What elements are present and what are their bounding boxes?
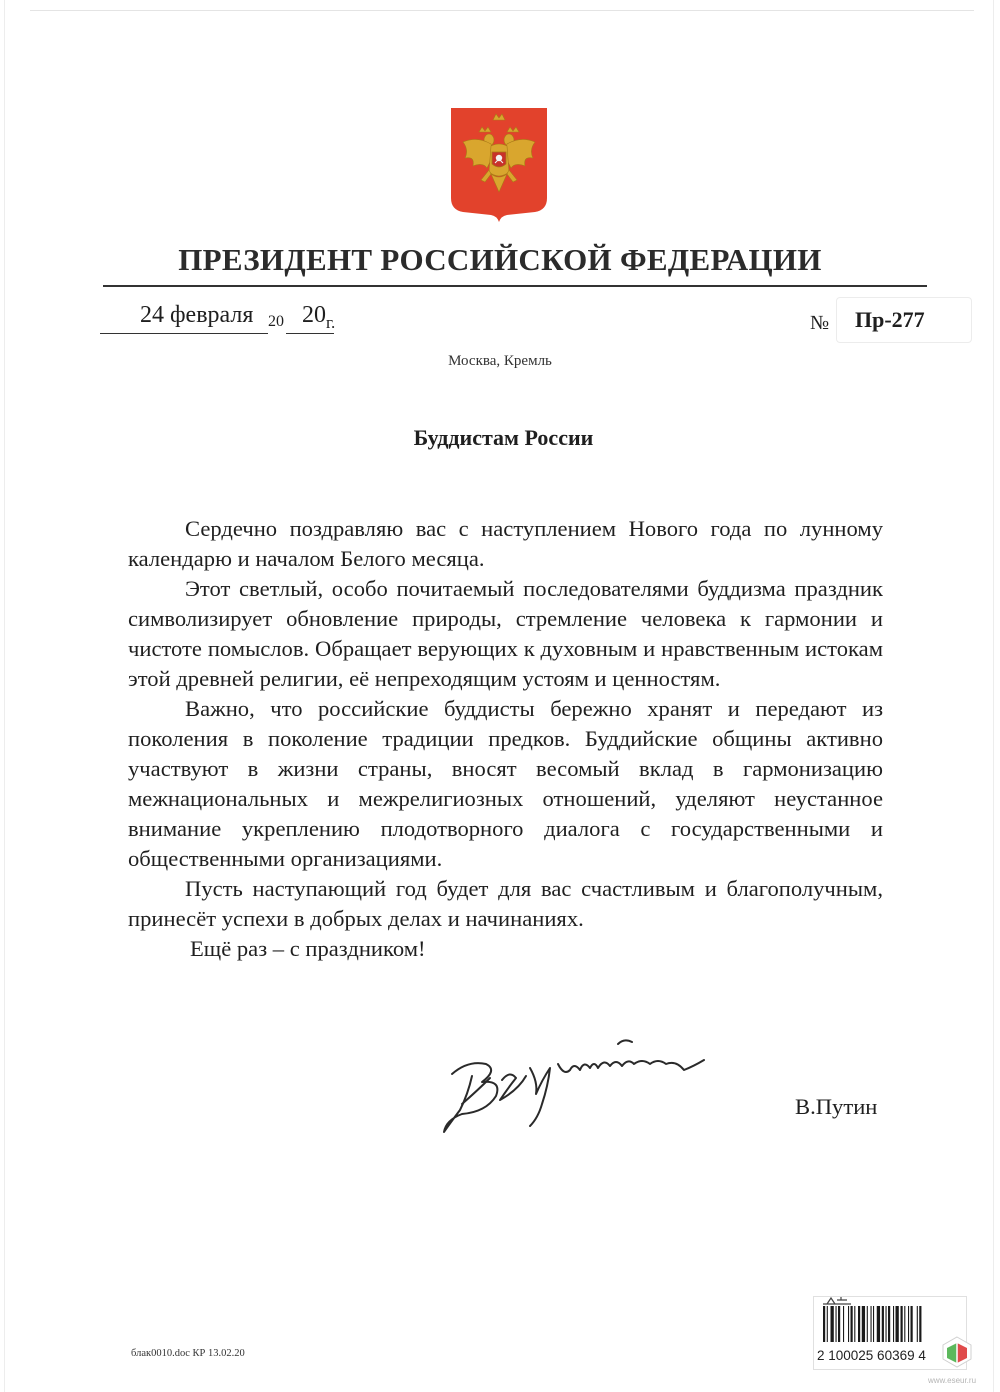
- watermark-text: www.eseur.ru: [928, 1376, 977, 1385]
- barcode-bar: [862, 1306, 865, 1342]
- signer-name: В.Путин: [795, 1094, 878, 1119]
- barcode-bar: [919, 1306, 921, 1342]
- page-edge-top: [30, 10, 974, 11]
- barcode-bar: [858, 1306, 860, 1342]
- barcode-bar: [901, 1306, 903, 1342]
- handwritten-signature: [438, 1030, 708, 1140]
- year-value: 20: [302, 302, 326, 328]
- barcode-bar: [904, 1306, 905, 1342]
- barcode-bar: [854, 1306, 855, 1342]
- barcode-bar: [867, 1306, 868, 1342]
- barcode-bar: [886, 1306, 887, 1342]
- union-logo-icon: [940, 1334, 974, 1370]
- barcode-bar: [882, 1306, 884, 1342]
- barcode-bar: [838, 1306, 840, 1342]
- year-prefix: 20: [268, 313, 284, 330]
- document-date: [100, 302, 360, 338]
- closing-greeting: Ещё раз – с праздником!: [190, 936, 426, 961]
- file-code: блак0010.doc КР 13.02.20: [131, 1348, 245, 1359]
- barcode-bar: [877, 1306, 880, 1342]
- year-unit: г.: [326, 313, 336, 332]
- paragraph: Пусть наступающий год будет для вас счастливым и благополучным, принесёт успехи в добрых делах и начинаниях.: [128, 876, 883, 931]
- barcode-bar: [908, 1306, 909, 1342]
- paragraph: Важно, что российские буддисты бережно хранят и передают из поколения в поколение традиции предков. Буддийские общины активно участвуют в жизни страны, вносят весомый вклад в гармонизацию межнациональных и межрелигиозных отношений, уделяют неустанное внимание укреплению плодотворного диалога с государственными и общественными организациями.: [128, 696, 883, 871]
- date-value: 24 февраля: [140, 302, 254, 328]
- page-edge-right: [993, 0, 994, 1392]
- barcode-bar: [827, 1306, 828, 1342]
- barcode-bar: [836, 1306, 837, 1342]
- page-title: ПРЕЗИДЕНТ РОССИЙСКОЙ ФЕДЕРАЦИИ: [178, 242, 822, 277]
- paragraph: Сердечно поздравляю вас с наступлением Нового года по лунному календарю и началом Белого месяца.: [128, 516, 883, 571]
- barcode-number: 2 100025 60369 4: [817, 1348, 926, 1363]
- barcode-bar: [917, 1306, 918, 1342]
- barcode-bar: [873, 1306, 874, 1342]
- barcode-bars: [823, 1306, 949, 1342]
- barcode-bar: [843, 1306, 844, 1342]
- coat-of-arms-icon: [449, 106, 549, 222]
- letter-heading: Буддистам России: [413, 425, 594, 450]
- barcode-bar: [851, 1306, 853, 1342]
- document-number: Пр-277: [855, 307, 925, 332]
- barcode-bar: [893, 1306, 894, 1342]
- letter-body: [128, 514, 883, 964]
- page-edge-left: [4, 0, 5, 1392]
- number-label: №: [810, 312, 830, 334]
- barcode-bar: [896, 1306, 899, 1342]
- barcode-bar: [831, 1306, 834, 1342]
- barcode-bar: [911, 1306, 913, 1342]
- paragraph: Этот светлый, особо почитаемый последователями буддизма праздник символизирует обновление природы, стремление человека к гармонии и чистоте помыслов. Обращает верующих к духовным и нравственным истокам этой древней религии, её непреходящим устоям и ценностям.: [128, 576, 883, 691]
- barcode-bar: [823, 1306, 825, 1342]
- barcode-bar: [848, 1306, 849, 1342]
- document-place: Москва, Кремль: [448, 353, 552, 369]
- barcode-bar: [871, 1306, 872, 1342]
- year-underline: [286, 333, 334, 334]
- barcode-bar: [888, 1306, 890, 1342]
- title-divider: [103, 285, 927, 287]
- date-underline: [100, 333, 268, 334]
